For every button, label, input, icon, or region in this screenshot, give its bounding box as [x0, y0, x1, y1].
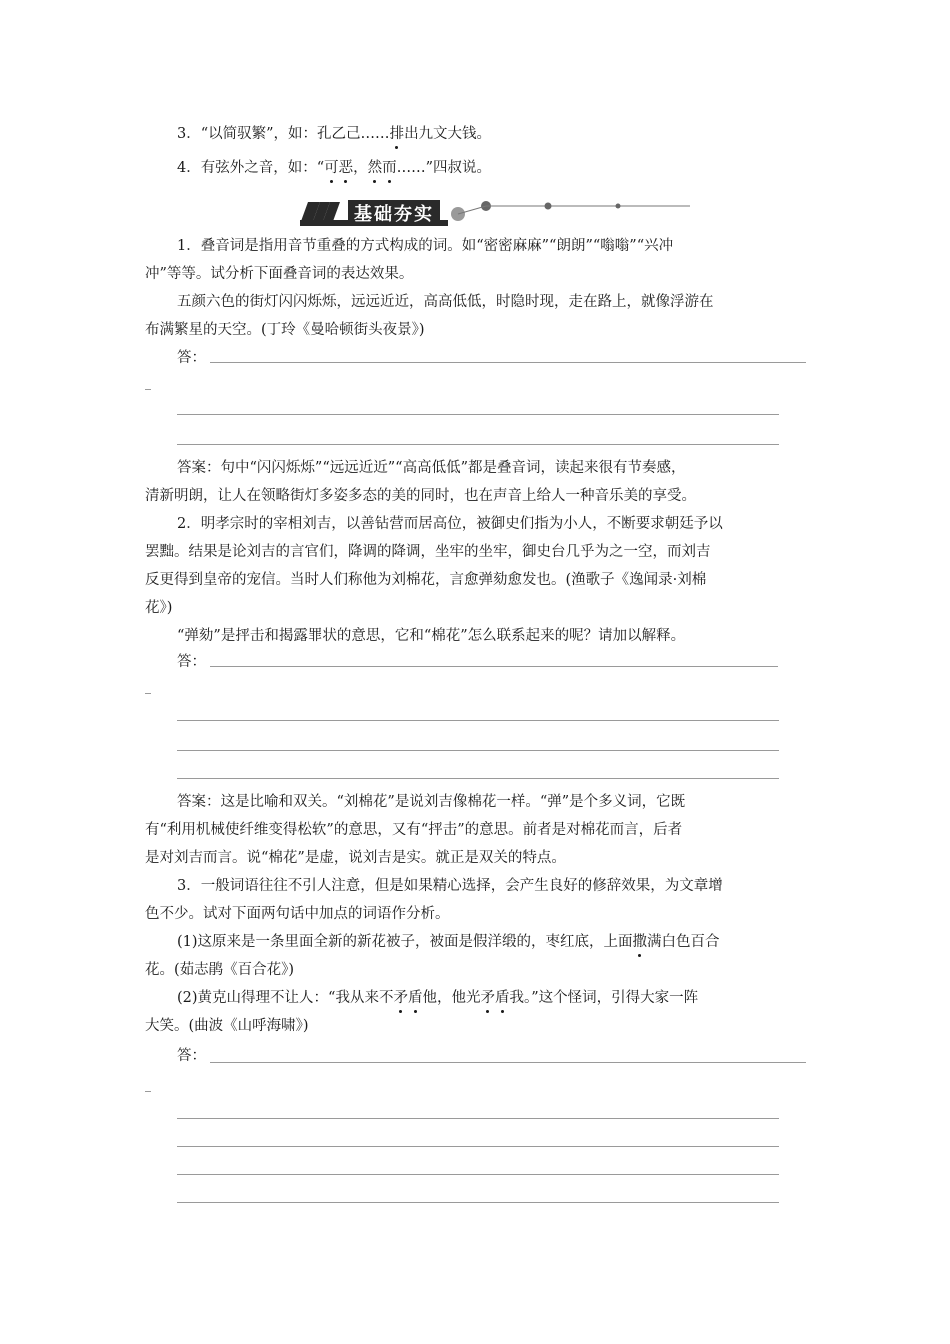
answer-line[interactable] — [177, 750, 779, 751]
q1-quote-line: 五颜六色的街灯闪闪烁烁，远远近近，高高低低，时隐时现，走在路上，就像浮游在 — [177, 294, 714, 310]
emphasis-char: 然 — [367, 160, 383, 176]
q2-text-line: 2．明孝宗时的宰相刘吉，以善钻营而居高位，被御史们指为小人，不断要求朝廷予以 — [177, 516, 723, 532]
q1-text-line: 冲”等等。试分析下面叠音词的表达效果。 — [145, 266, 414, 282]
answer-label: 答： — [177, 350, 206, 366]
q1-quote-line: 布满繁星的天空。(丁玲《曼哈顿街头夜景》) — [145, 322, 425, 338]
q3-text-line: 色不少。试对下面两句话中加点的词语作分析。 — [145, 906, 450, 922]
answer-line[interactable] — [210, 666, 778, 667]
section-banner — [300, 198, 690, 228]
answer-label: 答： — [177, 1048, 206, 1064]
answer-key-line: 答案：句中“闪闪烁烁”“远远近近”“高高低低”都是叠音词，读起来很有节奏感， — [177, 460, 686, 476]
q3-sentence-2: (2)黄克山得理不让人：“我从来不矛盾他，他光矛盾我。”这个怪词，引得大家一阵 — [177, 990, 699, 1006]
q3-text-line: 3．一般词语往往不引人注意，但是如果精心选择，会产生良好的修辞效果，为文章增 — [177, 878, 723, 894]
section-title: 基础夯实 — [348, 200, 440, 226]
answer-key-line: 是对刘吉而言。说“棉花”是虚，说刘吉是实。就正是双关的特点。 — [145, 850, 566, 866]
answer-line[interactable] — [177, 414, 779, 415]
answer-key-line: 有“利用机械使纤维变得松软”的意思，又有“抨击”的意思。前者是对棉花而言，后者 — [145, 822, 683, 838]
emphasis-char: 可 — [324, 160, 339, 176]
emphasis-char: 而 — [382, 160, 397, 176]
answer-line[interactable] — [177, 1146, 779, 1147]
emphasis-char: 矛 — [480, 990, 495, 1006]
answer-line-tick — [145, 693, 151, 694]
answer-line[interactable] — [210, 1062, 806, 1063]
answer-line-tick — [145, 389, 151, 390]
q2-prompt: “弹劾”是抨击和揭露罪状的意思，它和“棉花”怎么联系起来的呢？请加以解释。 — [177, 628, 686, 644]
answer-line[interactable] — [177, 1202, 779, 1203]
answer-key-line: 清新明朗，让人在领略街灯多姿多态的美的同时，也在声音上给人一种音乐美的享受。 — [145, 488, 696, 504]
emphasis-char: 盾 — [494, 990, 510, 1006]
q1-text-line: 1．叠音词是指用音节重叠的方式构成的词。如“密密麻麻”“朗朗”“嗡嗡”“兴冲 — [177, 238, 674, 254]
q3-sentence-1: (1)这原来是一条里面全新的新花被子，被面是假洋缎的，枣红底，上面撒满白色百合 — [177, 934, 720, 950]
answer-line[interactable] — [177, 720, 779, 721]
answer-line-tick — [145, 1091, 151, 1092]
intro-item-4: 4．有弦外之音，如：“可恶，然而……”四叔说。 — [177, 160, 492, 176]
answer-line[interactable] — [177, 1174, 779, 1175]
answer-line[interactable] — [177, 1118, 779, 1119]
q3-sentence-2-cont: 大笑。(曲波《山呼海啸》) — [145, 1018, 309, 1034]
emphasis-char: 恶 — [338, 160, 354, 176]
intro-item-3: 3．“以简驭繁”，如：孔乙己……排出九文大钱。 — [177, 126, 492, 142]
emphasis-char: 排 — [389, 126, 405, 142]
emphasis-char: 矛 — [393, 990, 408, 1006]
q2-text-line: 花》) — [145, 600, 173, 616]
emphasis-char: 撒 — [632, 934, 648, 950]
q2-text-line: 反更得到皇帝的宠信。当时人们称他为刘棉花，言愈弹劾愈发也。(渔歌子《逸闻录·刘棉 — [145, 572, 707, 588]
answer-label: 答： — [177, 654, 206, 670]
answer-line[interactable] — [177, 778, 779, 779]
emphasis-char: 盾 — [407, 990, 423, 1006]
q3-sentence-1-cont: 花。(茹志鹃《百合花》) — [145, 962, 295, 978]
answer-key-line: 答案：这是比喻和双关。“刘棉花”是说刘吉像棉花一样。“弹”是个多义词，它既 — [177, 794, 686, 810]
answer-line[interactable] — [177, 444, 779, 445]
q2-text-line: 罢黜。结果是论刘吉的言官们，降调的降调，坐牢的坐牢，御史台几乎为之一空，而刘吉 — [145, 544, 711, 560]
answer-line[interactable] — [210, 362, 806, 363]
